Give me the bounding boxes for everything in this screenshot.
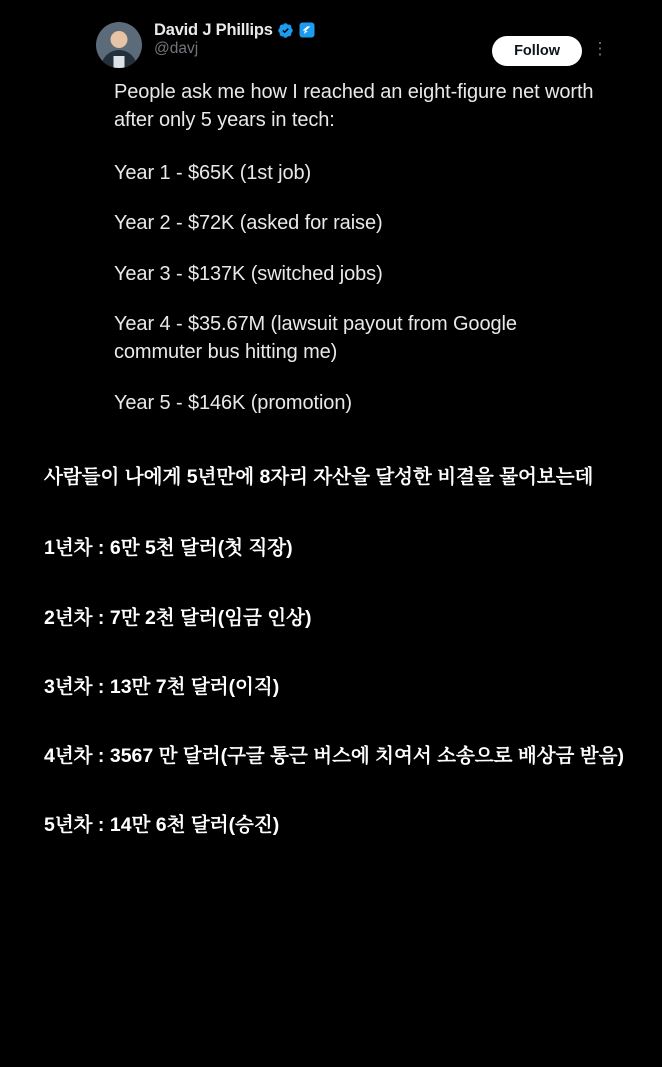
- more-options-icon[interactable]: ⋮: [591, 39, 609, 58]
- tweet-line: Year 2 - $72K (asked for raise): [114, 212, 383, 235]
- twitter-blue-square-icon: [298, 21, 316, 39]
- avatar[interactable]: [96, 22, 142, 68]
- tweet-line: Year 1 - $65K (1st job): [114, 161, 312, 184]
- translation-line: 사람들이 나에게 5년만에 8자리 자산을 달성한 비결을 물어보는데: [44, 466, 594, 489]
- avatar-shirt: [114, 56, 125, 68]
- tweet-header: [18, 14, 644, 66]
- tweet-line: People ask me how I reached an eight-figure net worth after only 5 years in tech:: [114, 81, 594, 132]
- avatar-head: [111, 31, 128, 48]
- display-name-row: [154, 20, 316, 40]
- tweet-line: Year 3 - $137K (switched jobs): [114, 262, 383, 285]
- tweet-card: [0, 0, 662, 447]
- translation-block: [0, 447, 662, 861]
- translation-line: 2년차 : 7만 2천 달러(임금 인상): [44, 606, 312, 629]
- author-name-block: [154, 14, 316, 59]
- translation-line: 4년차 : 3567 만 달러(구글 통근 버스에 치여서 소송으로 배상금 받음): [44, 745, 624, 768]
- translation-line: 5년차 : 14만 6천 달러(승진): [44, 814, 280, 837]
- author-display-name[interactable]: David J Phillips: [154, 21, 273, 39]
- follow-button[interactable]: Follow: [492, 36, 582, 66]
- verified-badge-icon: [277, 22, 294, 39]
- tweet-line: Year 5 - $146K (promotion): [114, 391, 352, 414]
- translation-line: 3년차 : 13만 7천 달러(이직): [44, 675, 280, 698]
- translation-line: 1년차 : 6만 5천 달러(첫 직장): [44, 537, 293, 560]
- tweet-text: [18, 66, 644, 417]
- author-handle[interactable]: @davj: [154, 40, 199, 58]
- tweet-line: Year 4 - $35.67M (lawsuit payout from Google commuter bus hitting me): [114, 312, 517, 364]
